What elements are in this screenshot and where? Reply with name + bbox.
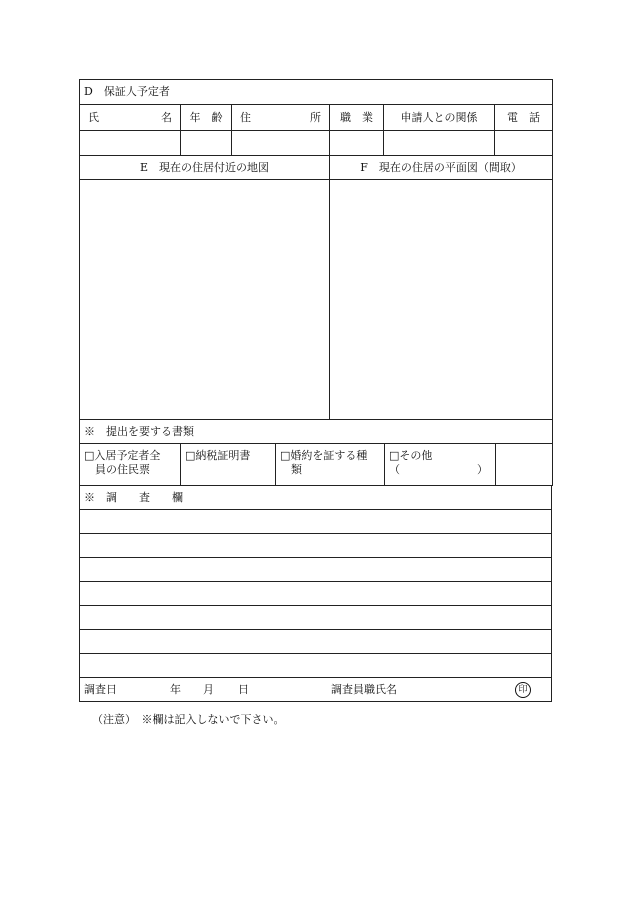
survey-line-7: [80, 654, 552, 678]
survey-date-label: 調査日: [84, 682, 117, 696]
guarantor-age-field[interactable]: [181, 131, 232, 156]
survey-line-2: [80, 534, 552, 558]
document-other-line1: □その他: [389, 449, 433, 462]
guarantor-phone-field[interactable]: [495, 131, 553, 156]
application-form: [79, 79, 552, 702]
survey-signature-row: [80, 678, 552, 702]
document-tax-certificate-label: □納税証明書: [185, 449, 251, 462]
header-age: 年 齢: [181, 105, 232, 131]
document-other-line2: （ ）: [389, 463, 488, 476]
survey-table: [79, 485, 552, 702]
form-table: [79, 79, 553, 444]
survey-section-title: ※ 調 査 欄: [80, 486, 552, 510]
document-resident-card[interactable]: [80, 444, 181, 486]
survey-line-3: [80, 558, 552, 582]
guarantor-relation-field[interactable]: [384, 131, 495, 156]
survey-year-label: 年: [170, 683, 181, 696]
document-tax-certificate[interactable]: [181, 444, 276, 486]
guarantor-name-field[interactable]: [80, 131, 181, 156]
survey-line-1: [80, 510, 552, 534]
document-engagement-proof-line2: 類: [280, 463, 302, 476]
survey-month-label: 月: [203, 683, 214, 696]
seal-icon: 印: [515, 682, 531, 698]
survey-day-label: 日: [238, 683, 249, 696]
document-engagement-proof-line1: □婚約を証する種: [280, 449, 368, 462]
header-address: 住 所: [232, 105, 330, 131]
documents-section-title: ※ 提出を要する書類: [80, 420, 553, 444]
document-other[interactable]: [385, 444, 496, 486]
survey-line-6: [80, 630, 552, 654]
map-drawing-area[interactable]: [80, 180, 330, 420]
guarantor-section-title: D 保証人予定者: [80, 80, 553, 105]
header-occupation: 職 業: [330, 105, 384, 131]
document-extra-cell: [496, 444, 553, 486]
document-resident-card-line1: □入居予定者全: [84, 449, 161, 462]
survey-line-5: [80, 606, 552, 630]
guarantor-occupation-field[interactable]: [330, 131, 384, 156]
floorplan-section-title: F 現在の住居の平面図（間取）: [330, 156, 553, 180]
guarantor-address-field[interactable]: [232, 131, 330, 156]
header-phone: 電 話: [495, 105, 553, 131]
header-relation: 申請人との関係: [384, 105, 495, 131]
survey-officer-label: 調査員職氏名: [331, 683, 397, 696]
document-resident-card-line2: 員の住民票: [84, 463, 150, 476]
header-name: 氏 名: [80, 105, 181, 131]
floorplan-drawing-area[interactable]: [330, 180, 553, 420]
map-section-title: E 現在の住居付近の地図: [80, 156, 330, 180]
document-engagement-proof[interactable]: [276, 444, 385, 486]
survey-line-4: [80, 582, 552, 606]
footer-note: （注意） ※欄は記入しないで下さい。: [92, 713, 285, 726]
documents-table: [79, 443, 553, 486]
